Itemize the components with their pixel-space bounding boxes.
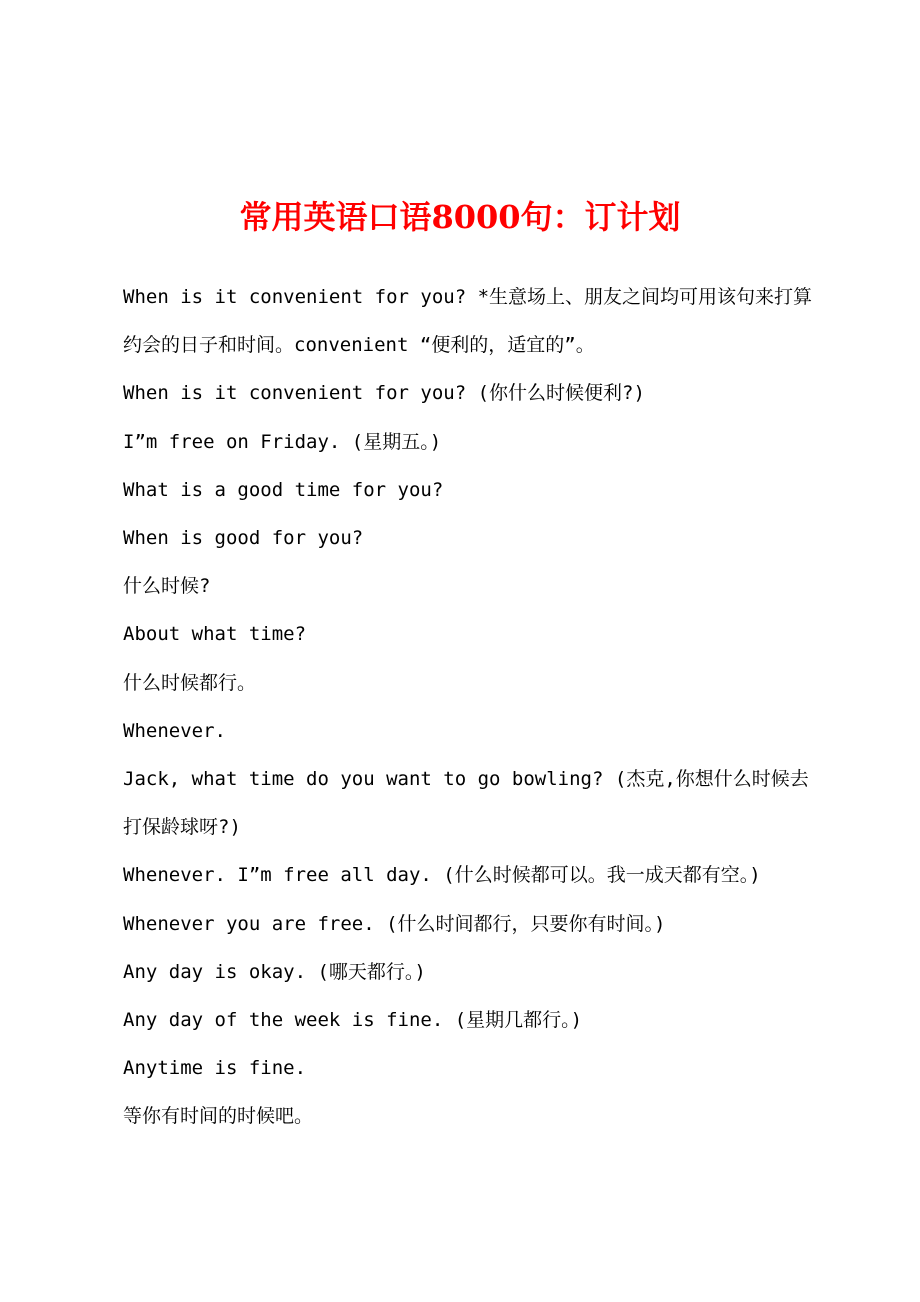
- paragraph: Any day of the week is fine. (星期几都行。): [123, 1009, 583, 1032]
- paragraph: When is it convenient for you? (你什么时候便利?): [123, 382, 645, 405]
- paragraph: What is a good time for you?: [123, 478, 444, 501]
- paragraph: 等你有时间的时候吧。: [123, 1105, 314, 1128]
- paragraph: Jack, what time do you want to go bowling? (杰克,你想什么时候去打保龄球呀?): [123, 768, 809, 839]
- paragraph: When is good for you?: [123, 527, 364, 550]
- paragraph: I”m free on Friday. (星期五。): [123, 430, 442, 453]
- paragraph: Whenever. I”m free all day. (什么时候都可以。我一成天都有空。): [123, 864, 761, 887]
- paragraph: Any day is okay. (哪天都行。): [123, 960, 426, 983]
- paragraph: Anytime is fine.: [123, 1057, 307, 1080]
- paragraph: When is it convenient for you? *生意场上、朋友之间均可用该句来打算约会的日子和时间。convenient “便利的，适宜的”。: [123, 286, 813, 357]
- paragraph: About what time?: [123, 623, 307, 646]
- paragraph: 什么时候?: [123, 575, 211, 598]
- paragraph: Whenever you are free. (什么时间都行，只要你有时间。): [123, 912, 666, 935]
- paragraph: 什么时候都行。: [123, 671, 257, 694]
- document-body: [123, 273, 813, 1141]
- paragraph: Whenever.: [123, 719, 226, 742]
- document-title: 常用英语口语8000句：订计划: [239, 198, 681, 236]
